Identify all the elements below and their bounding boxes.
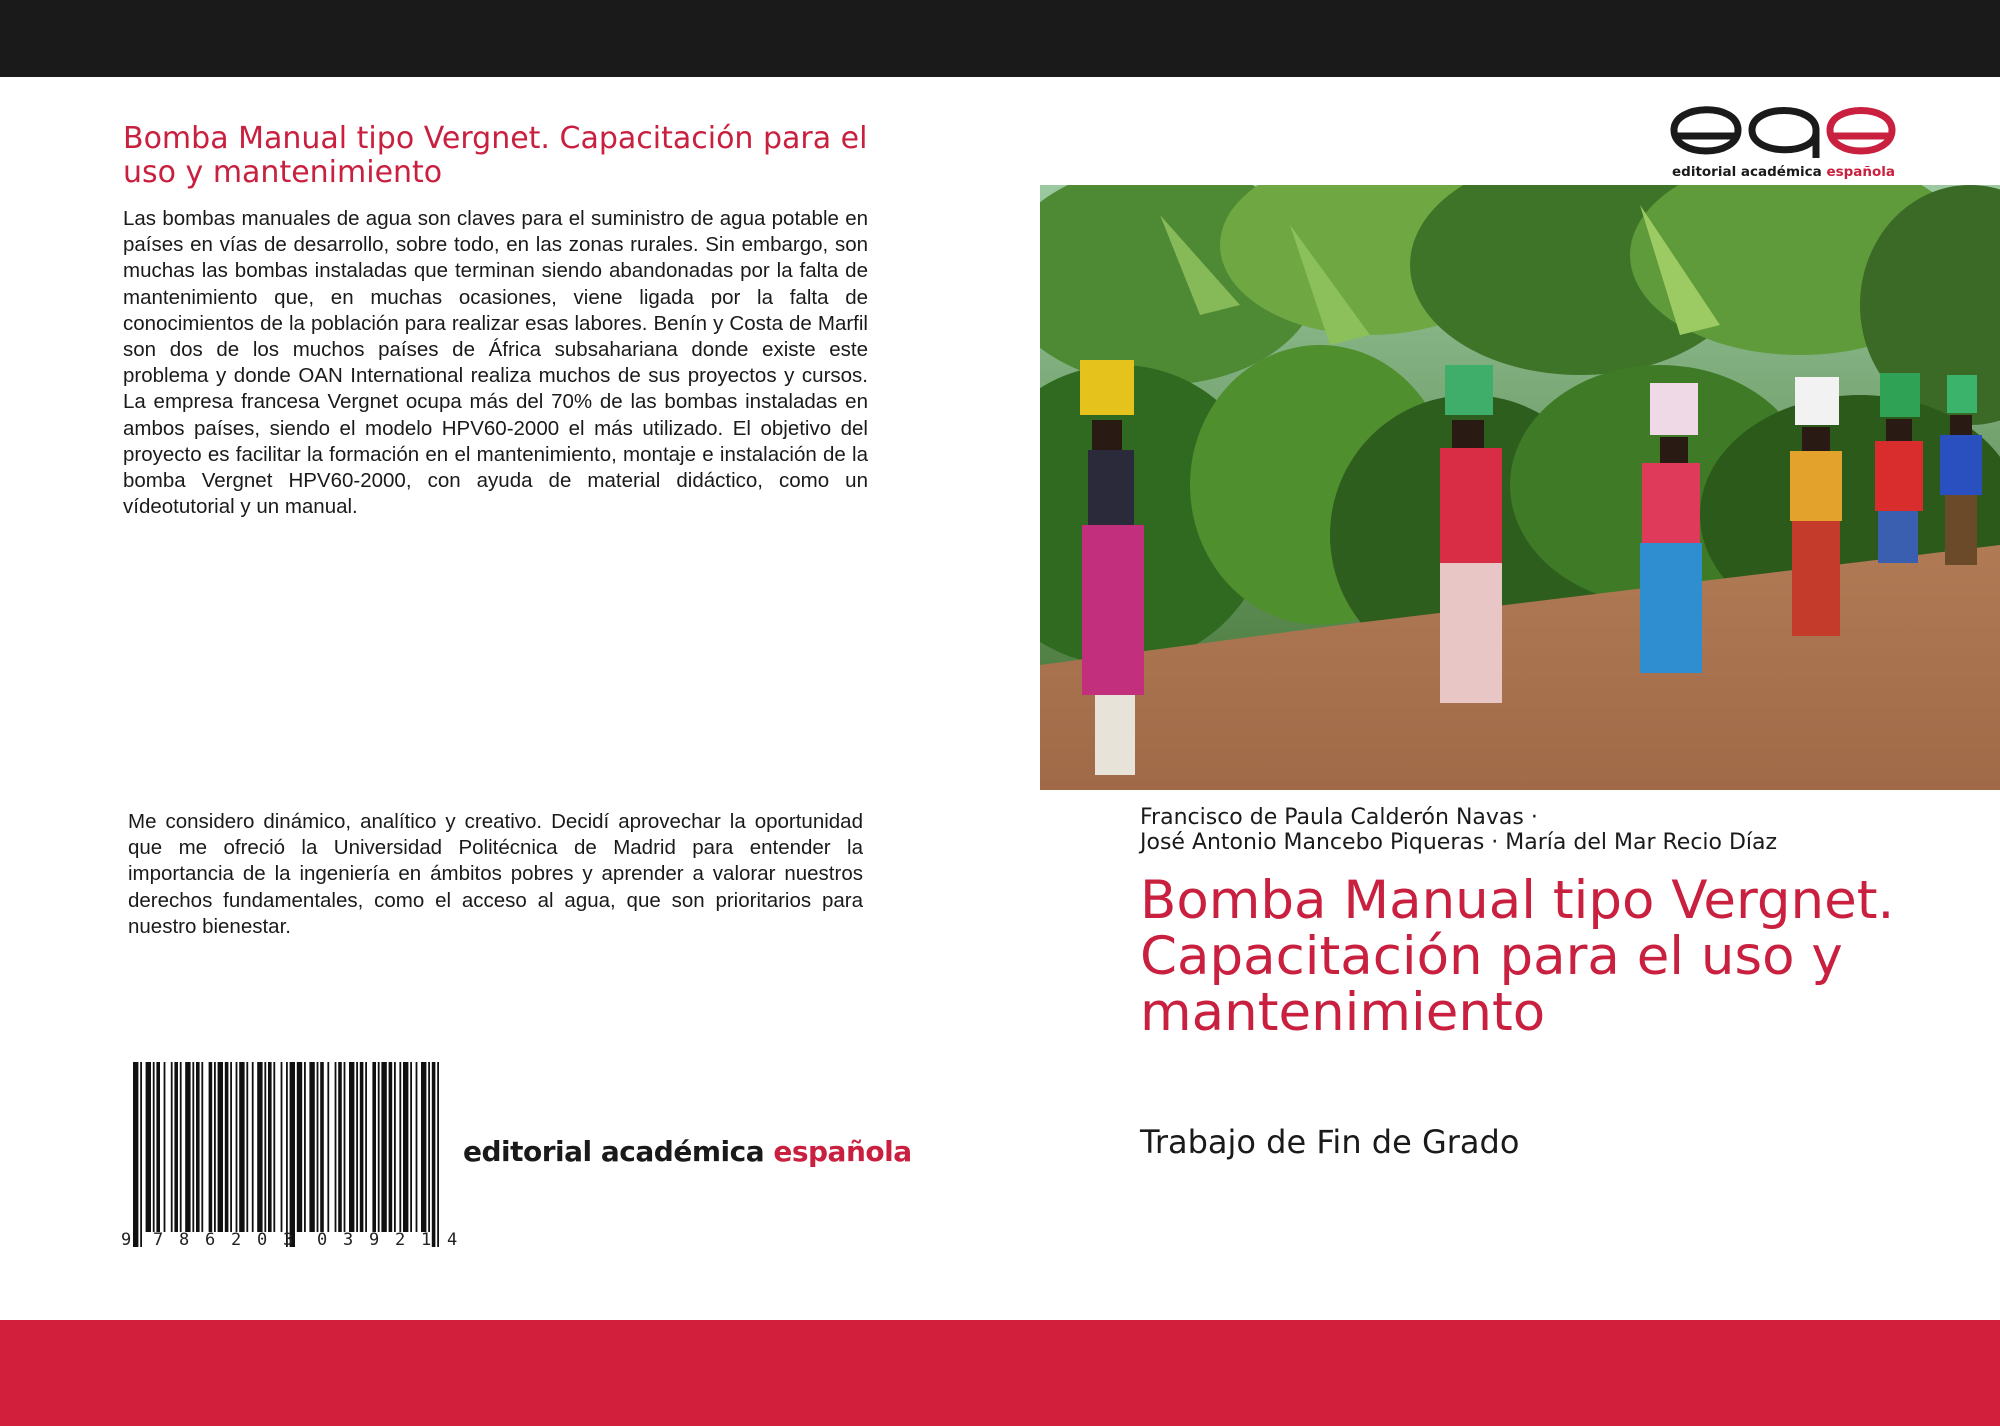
barcode-bar [214,1062,216,1232]
bottom-band [0,1320,2000,1426]
barcode-bar [201,1062,203,1232]
barcode-bar [403,1062,408,1232]
barcode-bar [264,1062,266,1232]
barcode-bar [196,1062,200,1232]
barcode-bar [133,1062,138,1247]
front-cover-title: Bomba Manual tipo Vergnet. Capacitación para el uso y mantenimiento [1140,870,1895,1043]
barcode-bar [218,1062,223,1232]
barcode-digit: 9 [369,1230,380,1250]
barcode-bar [416,1062,418,1232]
barcode-bar [437,1062,439,1247]
barcode-bar [356,1062,358,1232]
barcode-digit: 0 [317,1230,328,1250]
barcode-bar [153,1062,155,1232]
publisher-name-accent: española [773,1135,912,1168]
back-cover-blurb: Las bombas manuales de agua son claves para el suministro de agua potable en países en vías de desarrollo, sobre todo, en las zonas rurales. Sin embargo, son muchas las bombas instaladas que terminan siendo abandonadas por la falta de mantenimiento que, en muchas ocasiones, viene ligada por la falta de conocimientos de la población para realizar esas labores. Benín y Costa de Marfil son dos de los muchos países de África subsahariana donde existe este problema y donde OAN International realiza muchos de sus proyectos y cursos. La empresa francesa Vergnet ocupa más del 70% de las bombas instaladas en ambos países, siendo el modelo HPV60-2000 el más utilizado. El objetivo del proyecto es facilitar la formación en el mantenimiento, montaje e instalación de la bomba Vergnet HPV60-2000, con ayuda de material didáctico, como un vídeotutorial y un manual. [123,207,868,519]
barcode-digit: 1 [421,1230,432,1250]
authors-line-2: José Antonio Mancebo Piqueras · María del Mar Recio Díaz [1140,830,1778,855]
barcode-bar [140,1062,142,1247]
barcode-bar [239,1062,244,1232]
barcode-bar [268,1062,272,1232]
authors-line-1: Francisco de Paula Calderón Navas · [1140,805,1538,830]
barcode-bar [236,1062,238,1232]
barcode-bar [257,1062,262,1232]
barcode-bar [225,1062,229,1232]
barcode-digit: 3 [283,1230,294,1250]
front-cover-subtitle: Trabajo de Fin de Grado [1140,1123,1520,1161]
barcode-bar [338,1062,342,1232]
barcode-bar [290,1062,295,1247]
barcode-digit: 7 [153,1230,164,1250]
barcode-bar [381,1062,386,1232]
logo-caption-text: editorial académica [1672,164,1822,180]
barcode-digit: 6 [205,1230,216,1250]
barcode-bar [297,1062,302,1232]
barcode-digits [121,1230,458,1252]
cover-photo [1040,185,2000,790]
barcode-bar [171,1062,173,1232]
barcode-bar [164,1062,166,1232]
barcode-bar [372,1062,376,1232]
back-cover-title: Bomba Manual tipo Vergnet. Capacitación para el uso y mantenimiento [123,121,868,190]
barcode-bar [360,1062,364,1232]
barcode-bar [432,1062,436,1247]
top-band [0,0,2000,77]
barcode-bar [281,1062,283,1232]
barcode-bar [156,1062,160,1232]
barcode-bar [421,1062,426,1232]
barcode-bar [185,1062,190,1232]
barcode-bars [133,1062,443,1247]
barcode-bar [180,1062,182,1232]
barcode-bar [317,1062,319,1232]
barcode-bar [349,1062,354,1232]
barcode-digit: 8 [179,1230,190,1250]
barcode-digit: 0 [257,1230,268,1250]
barcode-digit: 4 [447,1230,458,1250]
barcode-digit: 2 [231,1230,242,1250]
barcode-bar [394,1062,396,1232]
barcode-bar [389,1062,393,1232]
barcode-digit: 3 [343,1230,354,1250]
publisher-name-back [463,1135,912,1168]
logo-caption-accent: española [1826,164,1896,180]
barcode-digit: 9 [121,1230,132,1250]
barcode-bar [309,1062,314,1232]
barcode-bar [327,1062,329,1232]
publisher-name-text: editorial académica [463,1135,765,1168]
barcode-bar [399,1062,401,1232]
barcode-bar [320,1062,324,1232]
front-cover-authors [1140,805,1990,855]
author-bio: Me considero dinámico, analítico y creativo. Decidí aprovechar la oportunidad que me ofreció la Universidad Politécnica de Madrid para entender la importancia de la ingeniería en ámbitos pobres y aprender a valorar nuestros derechos fundamentales, como el acceso al agua, que son prioritarios para nuestro bienestar. [128,810,863,938]
barcode [121,1060,458,1260]
barcode-bar [378,1062,380,1232]
barcode-bar [252,1062,254,1232]
barcode-bar [192,1062,194,1232]
barcode-bar [146,1062,151,1232]
barcode-bar [174,1062,178,1232]
barcode-bar [286,1062,288,1247]
barcode-bar [335,1062,337,1232]
barcode-bar [428,1062,430,1232]
barcode-bar [209,1062,213,1232]
barcode-bar [246,1062,248,1232]
barcode-digit: 2 [395,1230,406,1250]
barcode-bar [304,1062,306,1232]
barcode-bar [230,1062,232,1232]
barcode-bar [344,1062,346,1232]
barcode-bar [365,1062,367,1232]
barcode-bar [273,1062,275,1232]
logo-caption [1672,164,1895,180]
barcode-bar [410,1062,412,1232]
